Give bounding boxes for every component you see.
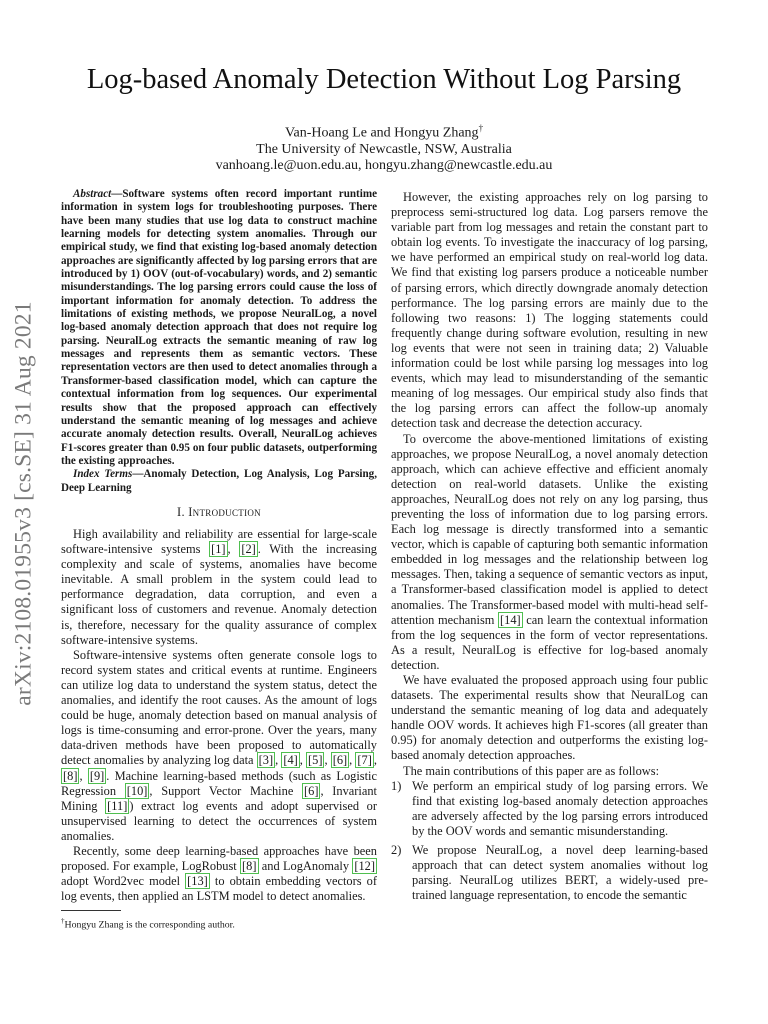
- section-heading-introduction: I. Introduction: [177, 504, 261, 519]
- left-column: [61, 188, 377, 904]
- intro-paragraph-1: High availability and reliability are essential for large-scale software-intensive systems [1] , [2] . With the increasing complexity and scale of systems, anomalies have become inevitable. A small problem in the system could lead to performance degradation, data corruption, and even a significant loss of customers and revenue. Anomaly detection is, therefore, necessary for the quality assurance of complex software-intensive systems.: [61, 527, 377, 647]
- index-terms-label: Index Terms: [73, 468, 133, 481]
- footnote-text: Hongyu Zhang is the corresponding author.: [64, 919, 235, 931]
- citation-link[interactable]: [6]: [304, 783, 319, 798]
- citation-link[interactable]: [8]: [63, 768, 78, 783]
- citation-link[interactable]: [8]: [242, 859, 257, 874]
- footnote: [61, 915, 377, 931]
- index-terms-text: Anomaly Detection, Log Analysis, Log Parsing, Deep Learning: [61, 468, 377, 494]
- abstract-text: Software systems often record important runtime information in system logs for troubleshooting purposes. There have been many studies that use log data to construct machine learning models for detecting system anomalies. Through our empirical study, we find that existing log-based anomaly detection approaches are significantly affected by log parsing errors that are introduced by 1) OOV (out-of-vocabulary) words, and 2) semantic misunderstandings. The log parsing errors could cause the loss of important information for anomaly detection. To address the limitations of existing methods, we propose NeuralLog, a novel log-based anomaly detection approach that does not require log parsing. NeuralLog extracts the semantic meaning of raw log messages and represents them as semantic vectors. These representation vectors are then used to detect anomalies through a Transformer-based classification model, which can capture the contextual information from log sequences. Our experimental results show that the proposed approach can effectively understand the semantic meaning of log messages and achieve accurate anomaly detection results. Overall, NeuralLog achieves F1-scores greater than 0.95 on four public datasets, outperforming the existing approaches.: [61, 188, 377, 467]
- footnote-mark: †: [61, 917, 65, 925]
- contributions-list: [391, 779, 708, 904]
- citation-link[interactable]: [4]: [283, 753, 298, 768]
- body-paragraph-neurallog: To overcome the above-mentioned limitations of existing approaches, we propose NeuralLog, a novel anomaly detection approach, which can achieve effective and efficient anomaly detection on real-world datasets. Unlike the existing approaches, NeuralLog does not rely on any log parsing, thus preventing the loss of information due to log parsing errors. Each log message is directly transformed into a semantic vector, which is capable of capturing both semantic information embedded in log messages and the relationship between log messages. Then, taking a sequence of semantic vectors as input, a Transformer-based classification model is applied to detect anomalies. The Transformer-based model with multi-head self-attention mechanism [14] can learn the contextual information from the log sequences in the form of vector representations. As a result, NeuralLog is effective for log-based anomaly detection.: [391, 431, 709, 672]
- arxiv-watermark: [4, 268, 44, 738]
- footnote-rule: [61, 910, 121, 911]
- body-paragraph-contributions-intro: The main contributions of this paper are as follows:: [403, 763, 660, 778]
- citation-link[interactable]: [14]: [500, 612, 521, 627]
- citation-link[interactable]: [13]: [187, 874, 208, 889]
- arxiv-id: arXiv:2108.01955v3 [cs.SE] 31 Aug 2021: [10, 300, 37, 706]
- paper-title: Log-based Anomaly Detection Without Log Parsing: [86, 64, 682, 95]
- list-item: 1) We perform an empirical study of log parsing errors. We find that existing log-based anomaly detection approaches are adversely affected by the log parsing errors introduced by the OOV words and semantic misunderstanding.: [391, 778, 708, 838]
- citation-link[interactable]: [3]: [258, 753, 274, 768]
- citation-link[interactable]: [1]: [211, 542, 226, 557]
- citation-link[interactable]: [11]: [107, 798, 128, 813]
- abstract-label: Abstract: [73, 188, 112, 200]
- right-column: [391, 190, 708, 907]
- author-affiliation: The University of Newcastle, NSW, Australia: [256, 141, 512, 157]
- list-item: 2) We propose NeuralLog, a novel deep learning-based approach that can detect system anomalies without log parsing. NeuralLog utilizes BERT, a widely-used pre-trained language representation, to encode the semantic: [391, 843, 708, 903]
- body-paragraph-parsing: However, the existing approaches rely on log parsing to preprocess semi-structured log data. Log parsers remove the variable part from log messages and retain the constant part to obtain log events. To investigate the inaccuracy of log parsing, we have performed an empirical study on real-world log data. We find that existing log parsers produce a noticeable number of parsing errors, which directly downgrade anomaly detection performance. The log parsing errors are mainly due to the following two reasons: 1) The logging statements could frequently change during software evolution, resulting in new log events that were not seen in training data; 2) Valuable information could be lost while parsing log messages into log events, which may lead to misunderstanding of the semantic meaning of log messages. Our empirical study also finds that the log parsing errors can affect the follow-up anomaly detection task and decrease the detection accuracy.: [391, 190, 708, 431]
- author-names: Van-Hoang Le and Hongyu Zhang†: [284, 123, 484, 141]
- citation-link[interactable]: [9]: [89, 768, 105, 783]
- abstract: Abstract—Software systems often record important runtime information in system logs for troubleshooting purposes. There have been many studies that use log data to construct machine learning models for detecting system anomalies. Through our empirical study, we find that existing log-based anomaly detection approaches are significantly affected by log parsing errors that are introduced by 1) OOV (out-of-vocabulary) words, and 2) semantic misunderstandings. The log parsing errors could cause the loss of important information for anomaly detection. To address the limitations of existing methods, we propose NeuralLog, a novel log-based anomaly detection approach that does not require log parsing. NeuralLog extracts the semantic meaning of raw log messages and represents them as semantic vectors. These representation vectors are then used to detect anomalies through a Transformer-based classification model, which can capture the contextual information from log sequences. Our experimental results show that the proposed approach can effectively understand the semantic meaning of log messages and achieve accurate anomaly detection results. Overall, NeuralLog achieves F1-scores greater than 0.95 on four public datasets, outperforming the existing approaches.: [61, 188, 377, 467]
- citation-link[interactable]: [6]: [332, 753, 348, 768]
- corresponding-author-mark: †: [478, 123, 484, 133]
- citation-link[interactable]: [10]: [126, 783, 148, 798]
- intro-paragraph-3: Recently, some deep learning-based approaches have been proposed. For example, LogRobust [8] and LogAnomaly [12] adopt Word2vec model [13] to obtain embedding vectors of log events, then applied an LSTM model to detect anomalies.: [61, 843, 377, 904]
- citation-link[interactable]: [5]: [308, 753, 323, 768]
- author-block: [0, 120, 768, 174]
- index-terms: Index Terms—Anomaly Detection, Log Analysis, Log Parsing, Deep Learning: [61, 468, 377, 494]
- author-emails: vanhoang.le@uon.edu.au, hongyu.zhang@newcastle.edu.au: [215, 157, 553, 173]
- body-paragraph-evaluation: We have evaluated the proposed approach using four public datasets. The experimental results show that NeuralLog can understand the semantic meaning of log data and adequately handle OOV words. It achieves high F1-scores (all greater than 0.95) for anomaly detection and outperforms the existing log-based anomaly detection approaches.: [391, 673, 708, 763]
- citation-link[interactable]: [12]: [354, 859, 375, 874]
- intro-paragraph-2: Software-intensive systems often generate console logs to record system states and critical events at runtime. Engineers can utilize log data to understand the system status, detect the anomalies, and identify the root causes. As the amount of logs could be huge, anomaly detection based on manual analysis of logs is time-consuming and error-prone. Over the years, many data-driven methods have been proposed to automatically detect anomalies by analyzing log data [3] , [4] , [5] , [6] , [7] , [8] , [9] . Machine learning-based methods (such as Logistic Regression [10] , Support Vector Machine [6] , Invariant Mining [11] ) extract log events and adopt supervised or unsupervised learning to detect the occurrences of system anomalies.: [61, 647, 377, 843]
- citation-link[interactable]: [2]: [241, 542, 256, 557]
- citation-link[interactable]: [7]: [357, 753, 372, 768]
